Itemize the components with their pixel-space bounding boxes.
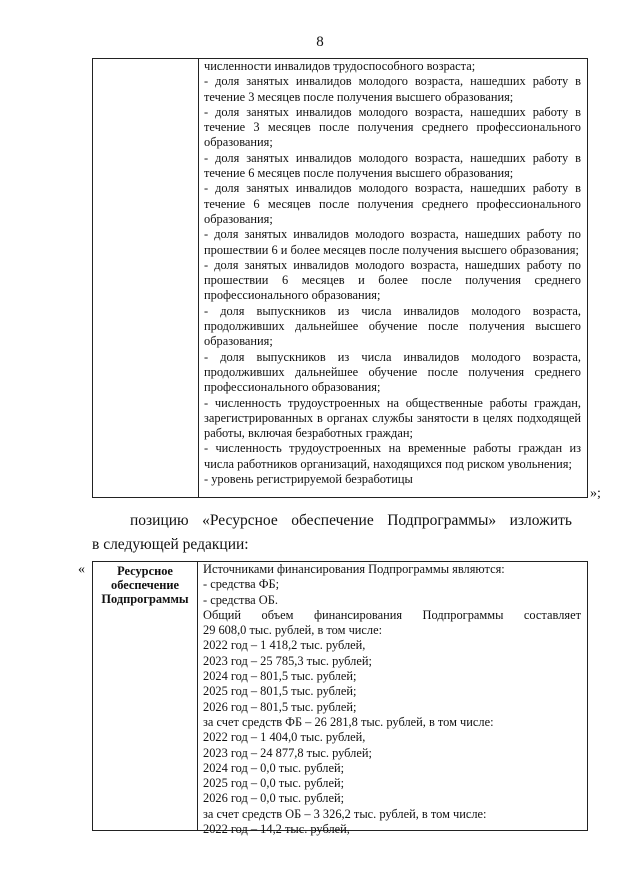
indicator-line: - численность трудоустроенных на временные работы граждан из числа работников организаций, находящихся под риском увольнения;	[204, 441, 581, 471]
indicators-cell	[204, 59, 581, 487]
indicator-line: - доля выпускников из числа инвалидов молодого возраста, продолживших дальнейшее обучение после получения высшего образования;	[204, 303, 581, 349]
position-instruction: позицию «Ресурсное обеспечение Подпрограммы» изложить	[130, 512, 572, 529]
opening-quote: «	[78, 562, 85, 577]
indicator-line: - доля занятых инвалидов молодого возраста, нашедших работу по прошествии 6 месяцев и более после получения среднего профессионального образования;	[204, 257, 581, 303]
funding-line: 2024 год – 801,5 тыс. рублей;	[203, 669, 357, 684]
indicator-line: - доля занятых инвалидов молодого возраста, нашедших работу по прошествии 6 и более месяцев после получения высшего образования;	[204, 227, 581, 257]
funding-line: 2023 год – 24 877,8 тыс. рублей;	[203, 745, 372, 760]
funding-line: 2026 год – 801,5 тыс. рублей;	[203, 699, 357, 714]
closing-quote: »;	[590, 486, 601, 501]
page-number: 8	[316, 34, 324, 50]
indicator-line: - доля выпускников из числа инвалидов молодого возраста, продолживших дальнейшее обучение после получения среднего профессионального образования;	[204, 349, 581, 395]
funding-line: - средства ФБ;	[203, 577, 280, 592]
indicators-table	[92, 58, 588, 498]
column-divider	[197, 562, 198, 830]
funding-line: за счет средств ОБ – 3 326,2 тыс. рублей, в том числе:	[203, 806, 487, 821]
funding-line: 2025 год – 0,0 тыс. рублей;	[203, 776, 345, 791]
funding-line: 2026 год – 0,0 тыс. рублей;	[203, 791, 345, 806]
funding-line: Источниками финансирования Подпрограммы являются:	[203, 562, 505, 576]
indicator-line: - доля занятых инвалидов молодого возраста, нашедших работу в течение 6 месяцев после получения среднего профессионального образования;	[204, 181, 581, 226]
resource-table	[92, 561, 588, 837]
resource-label-line: Ресурсное	[117, 564, 173, 578]
redaction-instruction: в следующей редакции:	[92, 536, 249, 553]
indicator-line: численности инвалидов трудоспособного возраста;	[204, 59, 476, 73]
funding-line: Общий объем финансирования Подпрограммы составляет	[203, 607, 581, 622]
resource-label-cell	[93, 564, 197, 606]
funding-line: 2022 год – 1 418,2 тыс. рублей,	[203, 638, 366, 653]
funding-line: 29 608,0 тыс. рублей, в том числе:	[203, 623, 383, 638]
column-divider	[198, 59, 199, 497]
funding-line: за счет средств ФБ – 26 281,8 тыс. рублей, в том числе:	[203, 714, 494, 729]
funding-line: 2025 год – 801,5 тыс. рублей;	[203, 684, 357, 699]
resource-content-cell	[203, 562, 581, 837]
funding-line: - средства ОБ.	[203, 592, 278, 607]
indicator-line: - численность трудоустроенных на общественные работы граждан, зарегистрированных в органах службы занятости в целях подходящей работы, включая безработных граждан;	[204, 395, 581, 441]
indicator-line: - доля занятых инвалидов молодого возраста, нашедших работу в течение 6 месяцев после получения высшего образования;	[204, 150, 581, 181]
indicator-line: - доля занятых инвалидов молодого возраста, нашедших работу в течение 3 месяцев после получения среднего профессионального образования;	[204, 104, 581, 150]
funding-line: 2023 год – 25 785,3 тыс. рублей;	[203, 653, 372, 668]
funding-line: 2024 год – 0,0 тыс. рублей;	[203, 760, 345, 775]
resource-label-line: Подпрограммы	[101, 592, 189, 606]
funding-line: 2022 год – 14,2 тыс. рублей,	[203, 822, 350, 837]
indicator-line: - доля занятых инвалидов молодого возраста, нашедших работу в течение 3 месяцев после получения высшего образования;	[204, 74, 581, 104]
funding-line: 2022 год – 1 404,0 тыс. рублей,	[203, 730, 366, 745]
resource-label-line: обеспечение	[111, 578, 179, 592]
indicator-line: - уровень регистрируемой безработицы	[204, 472, 413, 487]
